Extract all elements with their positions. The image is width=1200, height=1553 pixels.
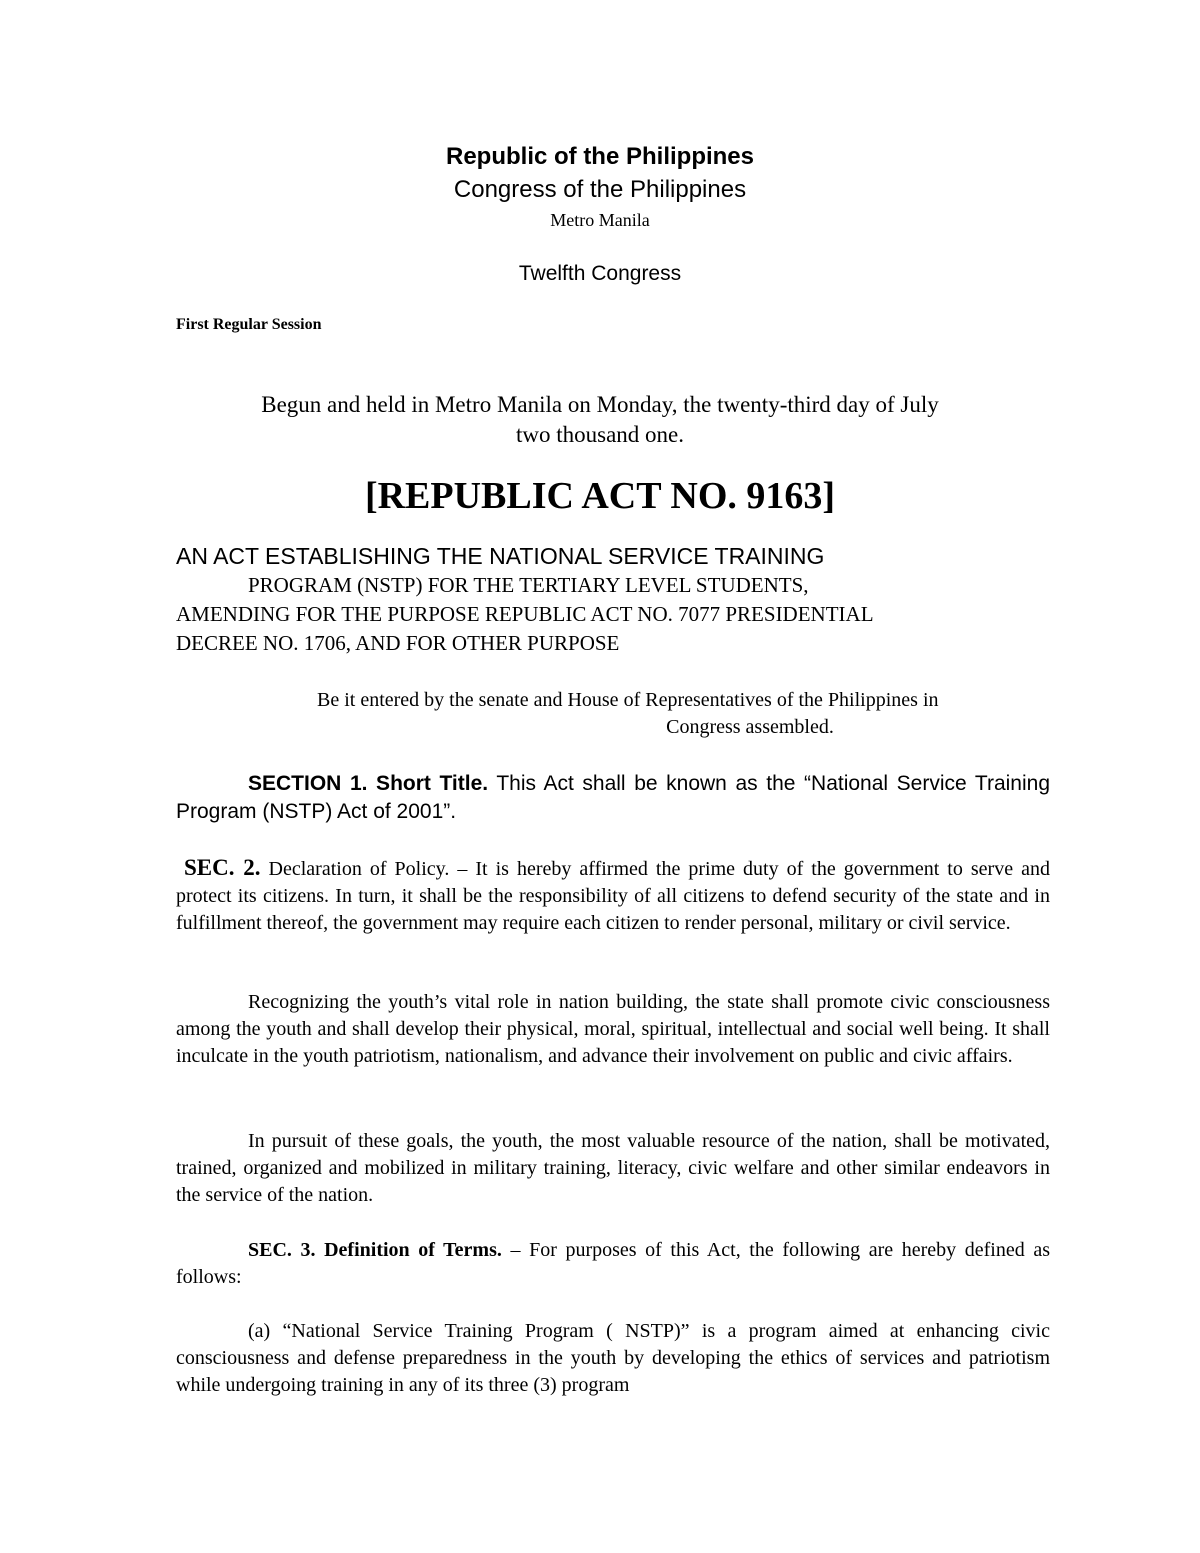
section-1-paragraph — [176, 770, 1050, 826]
begun-line-1: Begun and held in Metro Manila on Monday, the twenty-third day of July — [261, 392, 939, 417]
enacting-clause-line-2: Congress assembled. — [666, 716, 834, 738]
congress-number: Twelfth Congress — [518, 262, 682, 285]
location-heading: Metro Manila — [550, 210, 650, 230]
section-2-text: – It is hereby affirmed the prime duty of the government to serve and protect its citizens. In turn, it shall be the responsibility of all citizens to defend security of the state and in fulfillment thereof, the government may require each citizen to render personal, military or civil service. — [176, 858, 1050, 934]
session-label: First Regular Session — [176, 316, 322, 333]
section-2-para-2-text: Recognizing the youth’s vital role in nation building, the state shall promote civic consciousness among the youth and shall develop their physical, moral, spiritual, intellectual and social well being. It shall inculcate in the youth patriotism, nationalism, and advance their involvement on public and civic affairs. — [176, 991, 1050, 1067]
republic-heading: Republic of the Philippines — [445, 143, 754, 170]
congress-heading: Congress of the Philippines — [453, 176, 747, 203]
act-number: [REPUBLIC ACT NO. 9163] — [364, 475, 836, 517]
act-title-line-3: AMENDING FOR THE PURPOSE REPUBLIC ACT NO. 7077 PRESIDENTIAL — [176, 602, 874, 626]
begun-line-2: two thousand one. — [515, 422, 684, 447]
act-title-line-4: DECREE NO. 1706, AND FOR OTHER PURPOSE — [176, 631, 620, 655]
section-2-para-3-text: In pursuit of these goals, the youth, the most valuable resource of the nation, shall be motivated, trained, organized and mobilized in military training, literacy, civic welfare and other similar endeavors in the service of the nation. — [176, 1130, 1050, 1206]
section-2-heading: Declaration of Policy. — [260, 858, 450, 880]
section-2-paragraph-2 — [176, 989, 1050, 1070]
section-3-paragraph — [176, 1237, 1050, 1291]
section-3-item-a-text: (a) “National Service Training Program ( NSTP)” is a program aimed at enhancing civic consciousness and defense preparedness in the youth by developing the ethics of services and patriotism while undergoing training in any of its three (3) program — [176, 1320, 1050, 1396]
section-1-text: This Act shall be known as the “National Service Training Program (NSTP) Act of 2001”. — [176, 772, 1051, 823]
enacting-clause-line-1: Be it entered by the senate and House of Representatives of the Philippines in — [317, 689, 939, 711]
section-2-paragraph-3 — [176, 1128, 1050, 1209]
section-1-label: SECTION 1. Short Title. — [248, 772, 489, 795]
section-3-text: – For purposes of this Act, the following are hereby defined as follows: — [176, 1239, 1050, 1288]
section-2-paragraph — [176, 854, 1050, 937]
section-3-label: SEC. 3. Definition of Terms. — [248, 1239, 502, 1261]
section-3-item-a — [176, 1318, 1050, 1399]
section-2-label: SEC. 2. — [184, 855, 261, 880]
act-title-line-2: PROGRAM (NSTP) FOR THE TERTIARY LEVEL STUDENTS, — [248, 573, 809, 597]
act-title-line-1: AN ACT ESTABLISHING THE NATIONAL SERVICE TRAINING — [176, 543, 825, 569]
